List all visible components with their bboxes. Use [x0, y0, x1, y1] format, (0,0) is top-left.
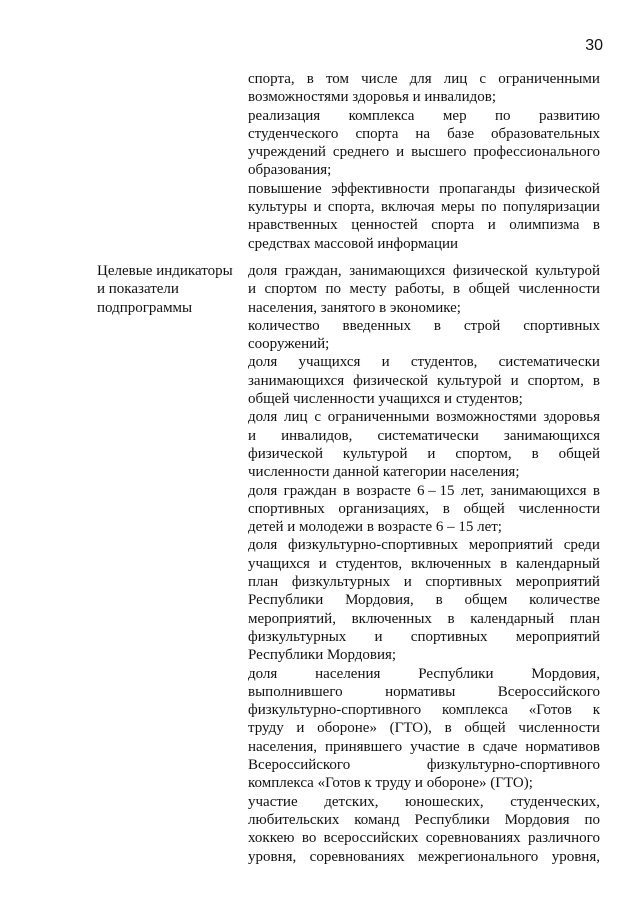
word: общей	[463, 500, 505, 517]
word: соревнованиях	[425, 830, 521, 847]
word: физкультурных	[291, 574, 391, 591]
word: населения	[315, 665, 381, 682]
word: в	[435, 592, 443, 609]
word: занимающихся	[490, 482, 587, 499]
justified-line	[248, 628, 600, 646]
word: и	[248, 281, 257, 298]
word: развитию	[539, 107, 600, 124]
text-line: комплекса «Готов к труду и обороне» (ГТО);	[248, 775, 533, 792]
word: в	[442, 500, 450, 517]
word: студенческого	[248, 125, 339, 142]
word: физкультурно-спортивного	[426, 757, 600, 774]
word: пропаганды	[439, 180, 516, 197]
word: строй	[463, 317, 501, 334]
justified-line	[248, 262, 600, 280]
word: в	[433, 317, 441, 334]
word: систематически	[498, 354, 600, 371]
justified-line	[248, 280, 600, 298]
word: Всероссийского	[497, 683, 600, 700]
text-line: подпрограммы	[97, 299, 193, 316]
word: том	[325, 71, 350, 87]
word: юношеских,	[405, 793, 484, 810]
text-line: детей и молодежи в возрасте 6 – 15 лет;	[248, 519, 502, 536]
word: физической	[248, 445, 323, 462]
justified-line	[248, 107, 600, 125]
justified-line	[248, 738, 600, 756]
justified-line	[248, 829, 600, 847]
word: календарный	[516, 555, 600, 572]
word: спортивных	[410, 628, 488, 645]
word: граждан,	[284, 263, 342, 279]
word: спортивных	[248, 500, 325, 517]
word: труду	[248, 720, 284, 737]
word: и	[296, 720, 305, 737]
word: меры	[440, 199, 475, 216]
word: в	[447, 610, 455, 627]
word: занимающихся	[248, 372, 345, 389]
word: студенческих,	[510, 793, 600, 810]
word: ограниченными	[498, 71, 600, 87]
word: по	[481, 199, 497, 216]
word: различного	[528, 830, 600, 847]
justified-line	[248, 427, 600, 445]
word: мероприятий	[515, 574, 600, 591]
word: план	[248, 574, 279, 591]
word: учащихся	[298, 354, 361, 371]
word: мероприятий,	[248, 610, 336, 627]
word: и	[248, 427, 257, 444]
word: численности	[518, 500, 600, 517]
justified-line	[248, 125, 600, 143]
justified-line	[248, 408, 600, 426]
justified-line	[248, 555, 600, 573]
word: числе	[361, 71, 398, 87]
word: количестве	[529, 592, 600, 609]
word: соревнованиях	[309, 848, 405, 865]
word: спорта,	[248, 71, 295, 87]
word: во	[301, 830, 317, 847]
text-line: и показатели	[97, 281, 179, 298]
word: по	[584, 811, 600, 828]
word: обороне»	[317, 720, 377, 737]
justified-line	[248, 665, 600, 683]
word: учащихся	[248, 555, 310, 572]
word: спорта,	[327, 199, 375, 216]
word: введенных	[342, 317, 411, 334]
word: граждан	[283, 482, 337, 499]
word: сдаче	[482, 738, 518, 755]
word: календарный	[470, 610, 555, 627]
word: и	[374, 628, 383, 645]
word: Республики	[418, 665, 494, 682]
word: реализация	[248, 107, 321, 124]
word: и	[396, 144, 405, 161]
word: Мордовия,	[531, 665, 600, 682]
word: спорта	[355, 125, 399, 142]
justified-line	[248, 756, 600, 774]
word: хоккею	[248, 830, 295, 847]
word: участие	[248, 793, 298, 810]
word: инвалидов,	[281, 427, 353, 444]
word: доля	[248, 263, 278, 279]
word: нормативов	[525, 738, 600, 755]
word: мер	[442, 107, 467, 124]
word: доля	[248, 537, 278, 554]
word: населения,	[248, 738, 318, 755]
word: спортивных	[425, 574, 503, 591]
word: «Готов	[528, 702, 572, 719]
word: на	[415, 125, 431, 142]
word: нормативы	[385, 683, 456, 700]
justified-line	[248, 683, 600, 701]
word: спорта	[431, 217, 475, 234]
word: и	[510, 372, 519, 389]
word: спортом	[264, 281, 318, 298]
word: в	[592, 372, 600, 389]
word: работы,	[395, 281, 445, 298]
word: физической	[353, 372, 429, 389]
word: систематически	[377, 427, 479, 444]
goals-continuation	[248, 70, 600, 253]
word: для	[409, 71, 432, 87]
word: и	[403, 574, 412, 591]
word: в	[592, 482, 600, 499]
word: детских,	[324, 793, 379, 810]
target-indicators-list	[248, 262, 600, 866]
word: в	[592, 217, 600, 234]
word: команд	[354, 811, 400, 828]
word: образовательных	[491, 125, 600, 142]
word: базе	[447, 125, 474, 142]
justified-line	[248, 793, 600, 811]
word: всероссийских	[323, 830, 419, 847]
word: по	[325, 281, 342, 298]
word: олимпизма	[509, 217, 580, 234]
word: физической	[452, 263, 528, 279]
word: численности	[518, 720, 600, 737]
word: комплекса	[348, 107, 415, 124]
word: доля	[248, 665, 278, 682]
word: студентов,	[410, 354, 478, 371]
word: включенных	[410, 555, 492, 572]
justified-line	[248, 143, 600, 161]
word: уровня,	[248, 848, 297, 865]
justified-line	[248, 70, 600, 88]
word: в	[531, 445, 539, 462]
text-line: Целевые индикаторы	[97, 263, 233, 279]
word: общей	[468, 281, 510, 298]
justified-line	[248, 445, 600, 463]
word: и	[318, 555, 327, 572]
word: общей	[464, 720, 506, 737]
justified-line	[248, 198, 600, 216]
word: с	[479, 71, 487, 87]
word: культурой	[535, 263, 600, 279]
word: в	[453, 281, 461, 298]
word: с	[314, 409, 321, 426]
word: культурой	[437, 372, 502, 389]
text-line: образования;	[248, 162, 332, 179]
justified-line	[248, 848, 600, 866]
word: участие	[410, 738, 460, 755]
word: принявшего	[325, 738, 403, 755]
justified-line	[248, 372, 600, 390]
word: и	[313, 199, 322, 216]
justified-line	[248, 500, 600, 518]
word: спортивных	[523, 317, 600, 334]
justified-line	[248, 317, 600, 335]
word: Мордовия	[504, 811, 570, 828]
justified-line	[248, 591, 600, 609]
word: план	[569, 610, 600, 627]
page-number: 30	[585, 37, 603, 54]
word: доля	[248, 354, 278, 371]
word: среднего	[332, 144, 390, 161]
justified-line	[248, 482, 600, 500]
text-line: возможностями здоровья и инвалидов;	[248, 89, 497, 106]
word: и	[487, 217, 496, 234]
word: нравственных	[248, 217, 338, 234]
word: (ГТО),	[389, 720, 432, 737]
word: среди	[563, 537, 600, 554]
word: физической	[524, 180, 600, 197]
word: здоровья	[543, 409, 600, 426]
word: выполнившего	[248, 683, 343, 700]
justified-line	[248, 610, 600, 628]
word: любительских	[248, 811, 340, 828]
word: высшего	[411, 144, 467, 161]
word: мероприятий	[515, 628, 600, 645]
word: включая	[380, 199, 435, 216]
word: Республики	[248, 592, 324, 609]
text-line: общей численности учащихся и студентов;	[248, 391, 523, 408]
justified-line	[248, 719, 600, 737]
text-line: населения, занятого в экономике;	[248, 299, 461, 316]
word: лиц	[443, 71, 468, 87]
word: лет,	[460, 482, 485, 499]
word: популяризации	[502, 199, 600, 216]
word: Мордовия,	[345, 592, 414, 609]
word: культурой	[342, 445, 408, 462]
text-line: сооружений;	[248, 336, 330, 353]
word: возрасте	[356, 482, 411, 499]
word: мероприятий	[468, 537, 553, 554]
word: Республики	[414, 811, 490, 828]
justified-line	[248, 701, 600, 719]
word: Всероссийского	[248, 757, 351, 774]
word: эффективности	[331, 180, 430, 197]
word: общем	[464, 592, 508, 609]
text-line: средствах массовой информации	[248, 235, 459, 252]
word: численности	[518, 281, 600, 298]
word: 6 – 15	[417, 482, 455, 499]
word: месту	[349, 281, 387, 298]
justified-line	[248, 216, 600, 234]
word: профессионального	[473, 144, 600, 161]
word: культуры	[248, 199, 308, 216]
word: общей	[558, 445, 600, 462]
word: уровня,	[551, 848, 600, 865]
word: в	[342, 482, 351, 499]
word: ограниченными	[327, 409, 430, 426]
word: межрегионального	[418, 848, 539, 865]
section-label-target-indicators	[97, 262, 247, 317]
word: к	[592, 702, 600, 719]
justified-line	[248, 180, 600, 198]
word: физкультурных	[248, 628, 347, 645]
word: занимающихся	[349, 263, 446, 279]
word: спортом,	[455, 445, 512, 462]
word: в	[467, 738, 475, 755]
justified-line	[248, 573, 600, 591]
word: лиц	[284, 409, 308, 426]
word: студентов,	[335, 555, 403, 572]
word: ценностей	[351, 217, 418, 234]
word: в	[306, 71, 314, 87]
word: количество	[248, 317, 320, 334]
text-line: Республики Мордовия;	[248, 647, 397, 664]
word: в	[444, 720, 452, 737]
text-line: численности данной категории населения;	[248, 464, 520, 481]
justified-line	[248, 536, 600, 554]
word: доля	[248, 409, 278, 426]
word: и	[427, 445, 436, 462]
word: физкультурно-спортивных	[288, 537, 459, 554]
word: включенных	[351, 610, 432, 627]
word: спортом,	[527, 372, 584, 389]
justified-line	[248, 811, 600, 829]
word: по	[495, 107, 511, 124]
word: доля	[248, 482, 278, 499]
word: организациях,	[338, 500, 430, 517]
word: занимающихся	[503, 427, 600, 444]
word: в	[500, 555, 508, 572]
word: повышение	[248, 180, 322, 197]
word: физкультурно-спортивного	[248, 702, 422, 719]
justified-line	[248, 353, 600, 371]
word: и	[381, 354, 390, 371]
word: комплекса	[442, 702, 508, 719]
word: возможностями	[436, 409, 537, 426]
word: учреждений	[248, 144, 326, 161]
